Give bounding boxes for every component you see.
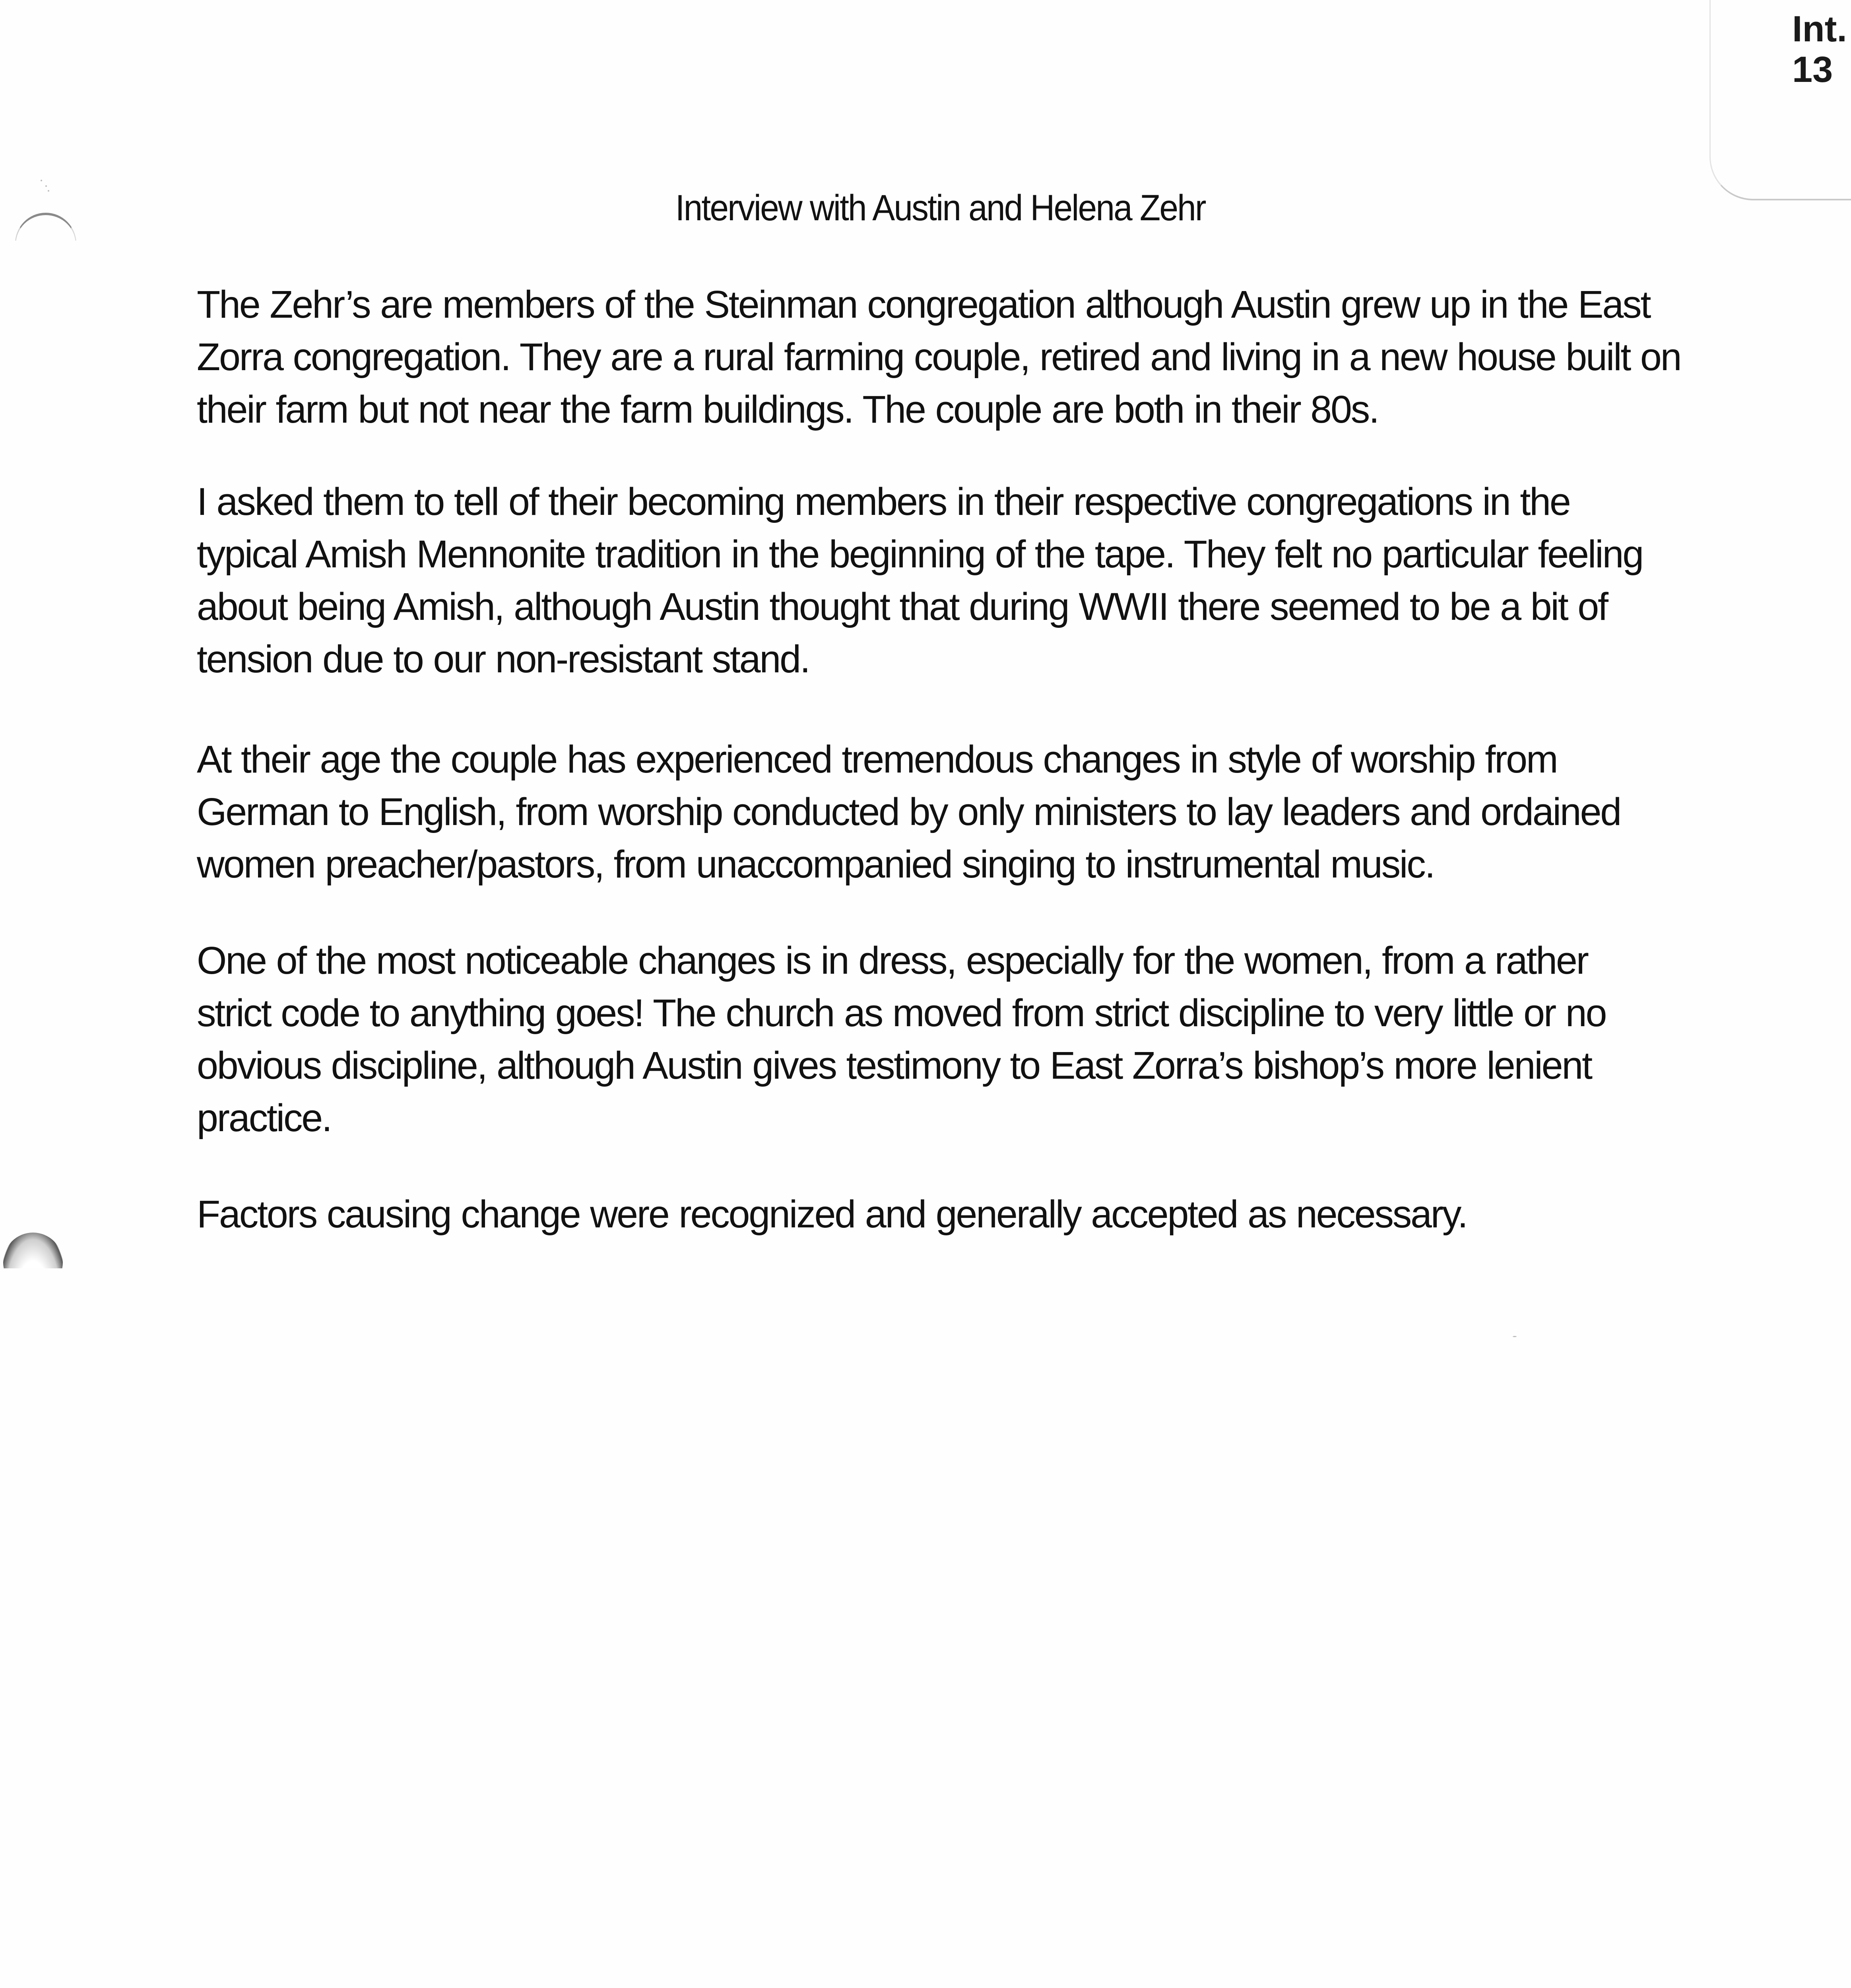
paragraph-factors-of-change: Factors causing change were recognized and generally accepted as necessary. — [197, 1192, 1467, 1236]
scan-speck — [41, 180, 42, 181]
scan-speck — [45, 185, 47, 187]
interview-number-label — [1792, 9, 1847, 90]
interview-label-number: 13 — [1792, 49, 1833, 90]
scan-speck — [48, 190, 49, 192]
scan-speck — [1513, 1336, 1517, 1337]
binder-hole-middle-icon — [3, 1233, 63, 1292]
binder-hole-top-icon — [15, 213, 76, 275]
paragraph-becoming-members: I asked them to tell of their becoming members in their respective congregations in the typical Amish Mennonite tradition in the beginning of the tape. They felt no particular feeling about being Amish, although Austin thought that during WWII there seemed to be a bit of tension due to our non-resistant stand. — [197, 480, 1643, 681]
paragraph-worship-changes: At their age the couple has experienced tremendous changes in style of worship from German to English, from worship conducted by only ministers to lay leaders and ordained women preacher/pastors, from unaccompanied singing to instrumental music. — [197, 738, 1621, 886]
paragraph-dress-discipline: One of the most noticeable changes is in dress, especially for the women, from a rather strict code to anything goes! The church as moved from strict discipline to very little or no obvious discipline, although Austin gives testimony to East Zorra’s bishop’s more lenient practice. — [197, 939, 1606, 1140]
document-body — [197, 278, 1763, 1241]
paragraph-membership: The Zehr’s are members of the Steinman congregation although Austin grew up in the East Zorra congregation. They are a rural farming couple, retired and living in a new house built on their farm but not near the farm buildings. The couple are both in their 80s. — [197, 283, 1681, 431]
interview-label-prefix: Int. — [1792, 9, 1847, 49]
document-title: Interview with Austin and Helena Zehr — [675, 188, 1205, 228]
